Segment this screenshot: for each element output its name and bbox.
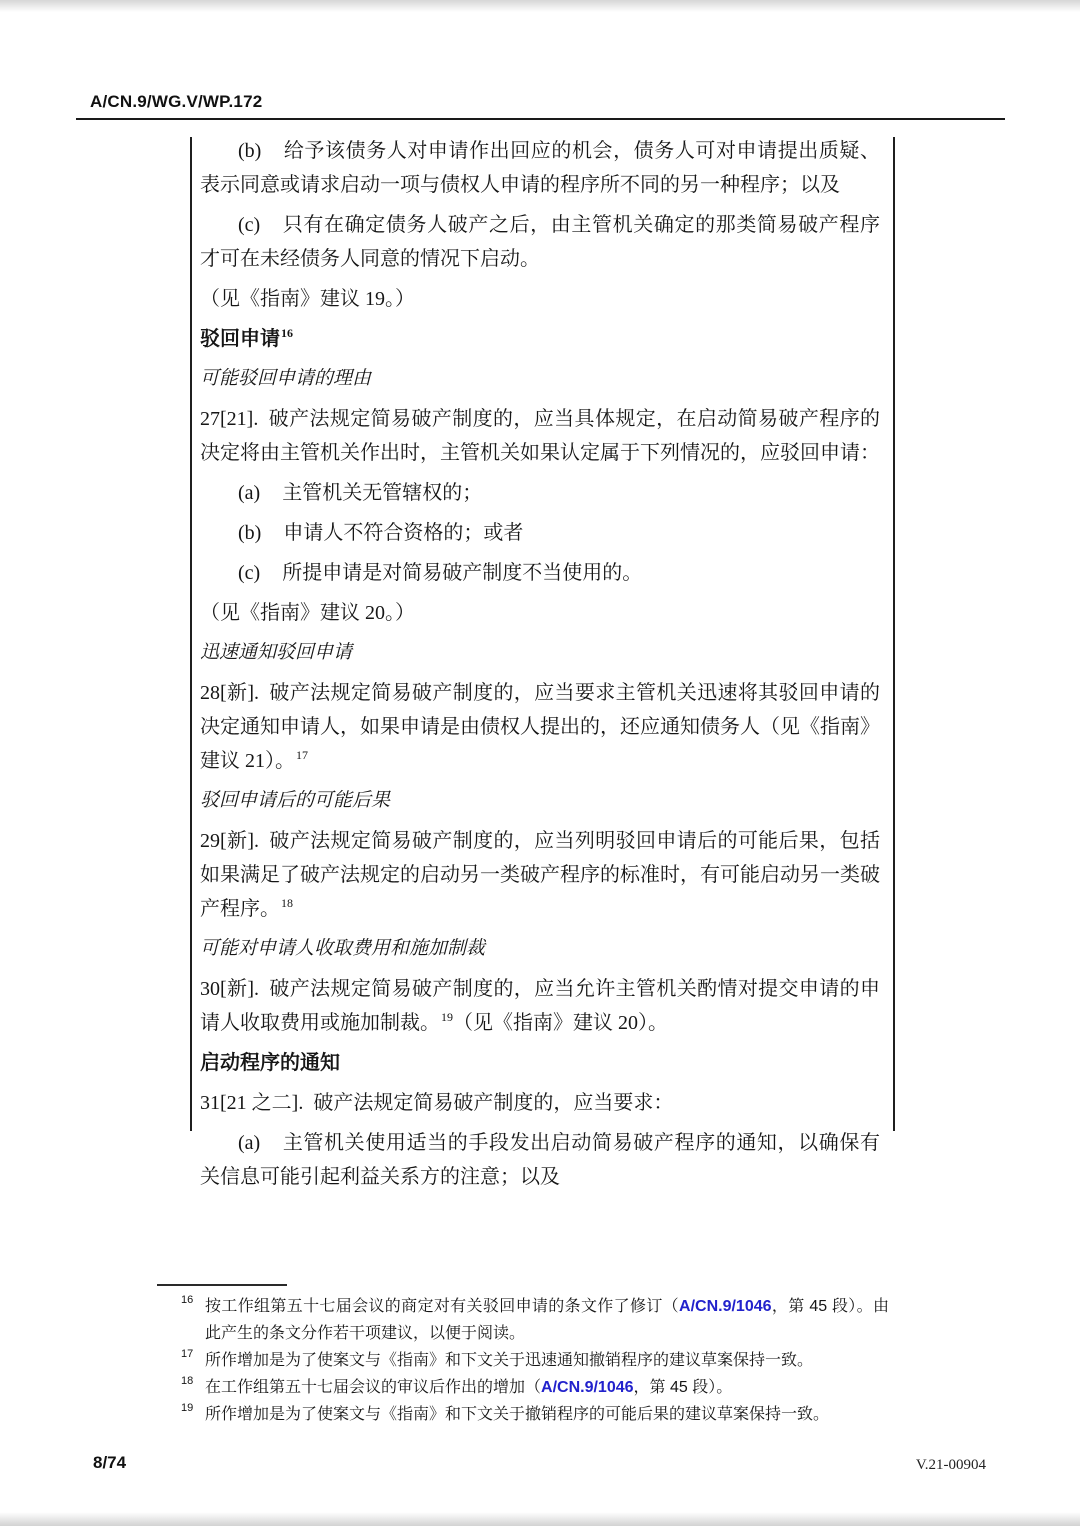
item-text: 主管机关无管辖权的； <box>282 482 483 504</box>
footnotes-section <box>157 1284 889 1428</box>
item-label: (b) <box>238 522 262 544</box>
subparagraph-b <box>200 134 880 202</box>
paragraph-text: 破产法规定简易破产制度的，应当要求主管机关迅速将其驳回申请的决定通知申请人，如果申请是由债权人提出的，还应通知债务人（见《指南》建议 21）。 <box>200 682 881 772</box>
paragraph-number: 27[21]. <box>200 408 259 430</box>
heading-text: 驳回申请 <box>200 328 280 350</box>
footnote-ref-19[interactable]: 19 <box>441 1010 453 1025</box>
footnote-text: 所作增加是为了使案文与《指南》和下文关于迅速通知撤销程序的建议草案保持一致。 <box>205 1352 814 1369</box>
footnote-number: 17 <box>181 1348 194 1360</box>
document-symbol: A/CN.9/WG.V/WP.172 <box>90 92 263 111</box>
item-text: 给予该债务人对申请作出回应的机会，债务人可对申请提出质疑、表示同意或请求启动一项与债权人申请的程序所不同的另一种程序；以及 <box>200 140 880 196</box>
paragraph-27 <box>200 402 880 470</box>
footnote-text: 在工作组第五十七届会议的审议后作出的增加（ <box>205 1379 542 1396</box>
document-link[interactable]: A/CN.9/1046 <box>679 1298 772 1315</box>
paragraph-text: 破产法规定简易破产制度的，应当具体规定，在启动简易破产程序的决定将由主管机关作出时，主管机关如果认定属于下列情况的，应驳回申请： <box>200 408 880 464</box>
section-heading-dismissal <box>200 322 880 356</box>
subheading-grounds-for-dismissal: 可能驳回申请的理由 <box>200 368 372 389</box>
paragraph-number: 28[新]. <box>200 682 260 704</box>
footnote-16 <box>157 1293 889 1347</box>
item-label: (a) <box>238 1132 261 1154</box>
paragraph-text: 破产法规定简易破产制度的，应当列明驳回申请后的可能后果，包括如果满足了破产法规定的启动另一类破产程序的标准时，有可能启动另一类破产程序。 <box>200 830 881 920</box>
header-rule <box>76 118 1005 120</box>
footnote-number: 16 <box>181 1294 194 1306</box>
item-27b <box>200 516 880 550</box>
subheading-fees-sanctions: 可能对申请人收取费用和施加制裁 <box>200 938 486 959</box>
guide-reference-20: （见《指南》建议 20。） <box>200 602 415 624</box>
item-label: (a) <box>238 482 261 504</box>
document-body <box>200 134 880 1200</box>
subparagraph-c <box>200 208 880 276</box>
item-31a <box>200 1126 880 1194</box>
footnote-text: 按工作组第五十七届会议的商定对有关驳回申请的条文作了修订（ <box>205 1298 680 1315</box>
footnote-separator <box>157 1284 287 1286</box>
item-text: 主管机关使用适当的手段发出启动简易破产程序的通知，以确保有关信息可能引起利益关系方的注意；以及 <box>200 1132 880 1188</box>
footnote-number: 19 <box>181 1402 194 1414</box>
footnote-17 <box>157 1347 889 1374</box>
item-27a <box>200 476 880 510</box>
paragraph-number: 31[21 之二]. <box>200 1092 304 1114</box>
change-bar-left <box>190 137 192 1131</box>
footnote-text: 所作增加是为了使案文与《指南》和下文关于撤销程序的可能后果的建议草案保持一致。 <box>205 1406 830 1423</box>
item-text: 只有在确定债务人破产之后，由主管机关确定的那类简易破产程序才可在未经债务人同意的情况下启动。 <box>200 214 880 270</box>
footnote-19 <box>157 1401 889 1428</box>
page-top-shadow <box>0 0 1080 12</box>
footnote-ref-17[interactable]: 17 <box>296 748 308 763</box>
paragraph-30 <box>200 972 880 1040</box>
paragraph-text: 破产法规定简易破产制度的，应当允许主管机关酌情对提交申请的申请人收取费用或施加制裁。 <box>200 978 881 1034</box>
page-bottom-shadow <box>0 1512 1080 1526</box>
job-number: V.21-00904 <box>915 1457 986 1473</box>
footnote-18 <box>157 1374 889 1401</box>
item-label: (c) <box>238 562 261 584</box>
section-heading-commencement-notice: 启动程序的通知 <box>200 1052 340 1074</box>
paragraph-text: （见《指南》建议 20）。 <box>453 1012 668 1034</box>
subheading-prompt-notice: 迅速通知驳回申请 <box>200 642 353 663</box>
document-link[interactable]: A/CN.9/1046 <box>541 1379 634 1396</box>
paragraph-number: 30[新]. <box>200 978 260 1000</box>
paragraph-28 <box>200 676 880 778</box>
footnote-number: 18 <box>181 1375 194 1387</box>
subheading-consequences: 驳回申请后的可能后果 <box>200 790 391 811</box>
footnote-ref-16[interactable]: 16 <box>281 326 293 341</box>
guide-reference-19: （见《指南》建议 19。） <box>200 288 415 310</box>
item-27c <box>200 556 880 590</box>
page-number: 8/74 <box>93 1453 127 1472</box>
footnote-ref-18[interactable]: 18 <box>281 896 293 911</box>
item-label: (c) <box>238 214 261 236</box>
paragraph-text: 破产法规定简易破产制度的，应当要求： <box>313 1092 674 1114</box>
change-bar-right <box>893 137 895 1131</box>
footnote-text: ，第 45 段）。由此产生的条文分作若干项建议，以便于阅读。 <box>205 1298 889 1342</box>
item-label: (b) <box>238 140 262 162</box>
footnote-text: ，第 45 段）。 <box>633 1379 733 1396</box>
item-text: 申请人不符合资格的；或者 <box>283 522 524 544</box>
item-text: 所提申请是对简易破产制度不当使用的。 <box>282 562 643 584</box>
paragraph-number: 29[新]. <box>200 830 260 852</box>
paragraph-31 <box>200 1086 880 1120</box>
paragraph-29 <box>200 824 880 926</box>
